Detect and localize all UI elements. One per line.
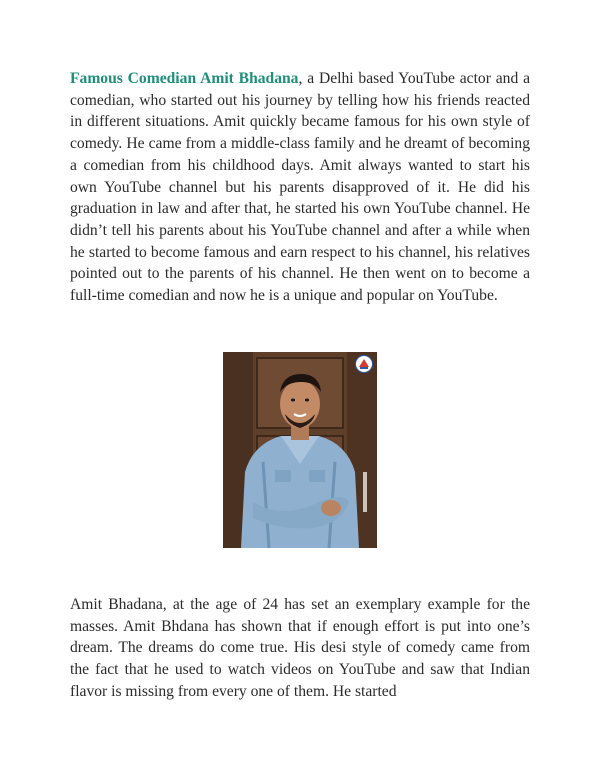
- person-photo-icon: [223, 352, 377, 548]
- paragraph-intro: [70, 68, 530, 307]
- paragraph-second: Amit Bhadana, at the age of 24 has set an exemplary example for the masses. Amit Bhdana has shown that if enough effort is put into one’s dream. The dreams do come true. His desi style of comedy came from the fact that he used to watch videos on YouTube and saw that Indian flavor is missing from every one of them. He started: [70, 596, 530, 700]
- intro-link[interactable]: Famous Comedian Amit Bhadana: [70, 70, 299, 87]
- paragraph-intro-text: , a Delhi based YouTube actor and a comedian, who started out his journey by telling how his friends reacted in different situations. Amit quickly became famous for his own style of comedy. He came from a middle-class family and he dreamt of becoming a comedian from his childhood days. Amit always wanted to start his own YouTube channel but his parents disapproved of it. He did his graduation in law and after that, he started his own YouTube channel. He didn’t tell his parents about his YouTube channel and after a while when he started to become famous and earn respect to his channel, his relatives pointed out to the parents of his channel. He then went on to become a full-time comedian and now he is a unique and popular on YouTube.: [70, 70, 530, 305]
- comedian-photo: [223, 352, 377, 548]
- channel-badge-icon: [355, 355, 373, 373]
